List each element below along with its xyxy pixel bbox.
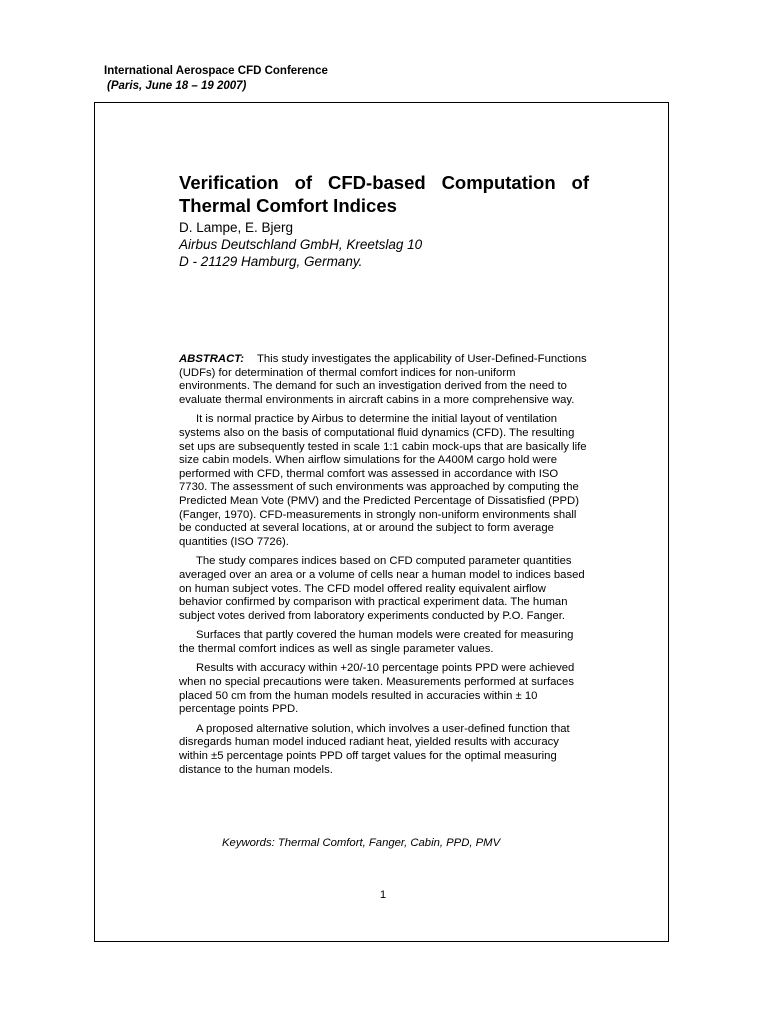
abstract-paragraph-1 [179,353,589,407]
affiliation-line-2: D - 21129 Hamburg, Germany. [179,254,363,269]
paper-authors: D. Lampe, E. Bjerg [179,220,294,235]
abstract-paragraph-2: It is normal practice by Airbus to determine the initial layout of ventilation systems also on the basis of computational fluid dynamics (CFD). The resulting set ups are subsequently tested in scale 1:1 cabin mock-ups that are basically life size cabin models. When airflow simulations for the A400M cargo hold were performed with CFD, thermal comfort was assessed in accordance with ISO 7730. The assessment of such environments was approached by computing the Predicted Mean Vote (PMV) and the Predicted Percentage of Dissatisfied (PPD) (Fanger, 1970). CFD-measurements in strongly non-uniform environments shall be conducted at several locations, at or around the subject to form average quantities (ISO 7726). [179,413,587,548]
conference-header [104,64,328,94]
page-number: 1 [379,889,387,901]
keywords-line: Keywords: Thermal Comfort, Fanger, Cabin, PPD, PMV [222,837,501,849]
title-block [179,171,589,270]
abstract-paragraph-3: The study compares indices based on CFD computed parameter quantities averaged over an area or a volume of cells near a human model to indices based on human subject votes. The CFD model offered reality equivalent airflow behavior confirmed by comparison with practical experiment data. The human subject votes derived from laboratory experiments conducted by P.O. Fanger. [179,555,585,622]
conference-date: (Paris, June 18 – 19 2007) [107,80,247,92]
abstract-paragraph-6: A proposed alternative solution, which involves a user-defined function that disregards human model induced radiant heat, yielded results with accuracy within ±5 percentage points PPD off target values for the optimal measuring distance to the human models. [179,722,570,776]
abstract-paragraph-5: Results with accuracy within +20/-10 percentage points PPD were achieved when no special precautions were taken. Measurements performed at surfaces placed 50 cm from the human models resulted in accuracies within ± 10 percentage points PPD. [179,662,575,716]
abstract-section [179,353,589,783]
abstract-label: ABSTRACT: [179,353,245,365]
conference-name: International Aerospace CFD Conference [104,65,328,77]
affiliation-line-1: Airbus Deutschland GmbH, Kreetslag 10 [179,237,423,252]
paper-title: Verification of CFD-based Computation of Thermal Comfort Indices [179,172,589,216]
abstract-paragraph-1-text: This study investigates the applicability of User-Defined-Functions (UDFs) for determination of thermal comfort indices for non-uniform environments. The demand for such an investigation derived from the need to evaluate thermal environments in aircraft cabins in a more comprehensive way. [179,353,587,406]
abstract-paragraph-4: Surfaces that partly covered the human models were created for measuring the thermal comfort indices as well as single parameter values. [179,629,574,655]
